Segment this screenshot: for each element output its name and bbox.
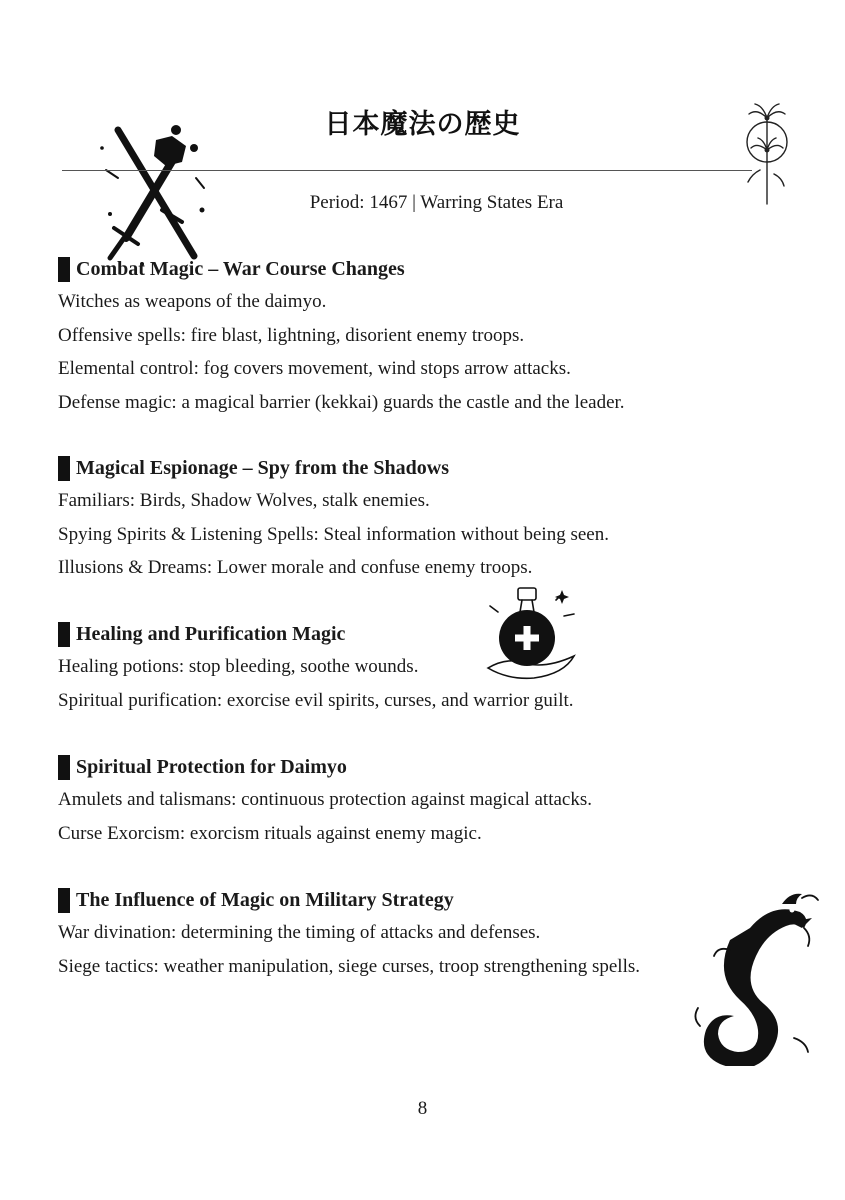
section-marker	[58, 888, 70, 913]
list-item: Healing potions: stop bleeding, soothe wounds.	[58, 656, 419, 677]
section-military-strategy	[58, 885, 738, 983]
page-number: 8	[417, 1098, 428, 1119]
section-healing-magic	[58, 619, 738, 717]
section-title: Magical Espionage – Spy from the Shadows	[76, 456, 450, 479]
section-title: Combat Magic – War Course Changes	[76, 257, 405, 280]
section-marker	[58, 257, 70, 282]
section-heading	[58, 254, 738, 284]
period-subtitle: Period: 1467 | Warring States Era	[309, 192, 564, 213]
title-divider	[62, 170, 752, 171]
section-marker	[58, 456, 70, 481]
section-marker	[58, 755, 70, 780]
section-marker	[58, 622, 70, 647]
list-item: Offensive spells: fire blast, lightning, disorient enemy troops.	[58, 324, 525, 346]
list-item: Spying Spirits & Listening Spells: Steal information without being seen.	[58, 523, 609, 545]
section-title: Healing and Purification Magic	[76, 622, 346, 645]
page-title: 日本魔法の歴史	[324, 109, 521, 140]
list-item: Familiars: Birds, Shadow Wolves, stalk enemies.	[58, 490, 430, 511]
section-combat-magic	[58, 254, 738, 419]
list-item: Witches as weapons of the daimyo.	[58, 291, 327, 312]
list-item: Illusions & Dreams: Lower morale and confuse enemy troops.	[58, 557, 533, 578]
list-item: War divination: determining the timing of attacks and defenses.	[58, 922, 541, 943]
list-item: Siege tactics: weather manipulation, siege curses, troop strengthening spells.	[58, 955, 640, 977]
section-title: The Influence of Magic on Military Strategy	[76, 888, 454, 911]
section-heading	[58, 752, 738, 782]
list-item: Amulets and talismans: continuous protection against magical attacks.	[58, 789, 592, 810]
section-heading	[58, 619, 738, 649]
section-heading	[58, 453, 738, 483]
list-item: Curse Exorcism: exorcism rituals against enemy magic.	[58, 822, 482, 844]
section-magical-espionage	[58, 453, 738, 585]
section-spiritual-protection	[58, 752, 738, 850]
list-item: Defense magic: a magical barrier (kekkai) guards the castle and the leader.	[58, 391, 625, 413]
section-heading	[58, 885, 738, 915]
list-item: Elemental control: fog covers movement, wind stops arrow attacks.	[58, 358, 571, 379]
list-item: Spiritual purification: exorcise evil spirits, curses, and warrior guilt.	[58, 689, 574, 711]
dragon-icon	[690, 888, 820, 1066]
section-title: Spiritual Protection for Daimyo	[76, 755, 347, 778]
